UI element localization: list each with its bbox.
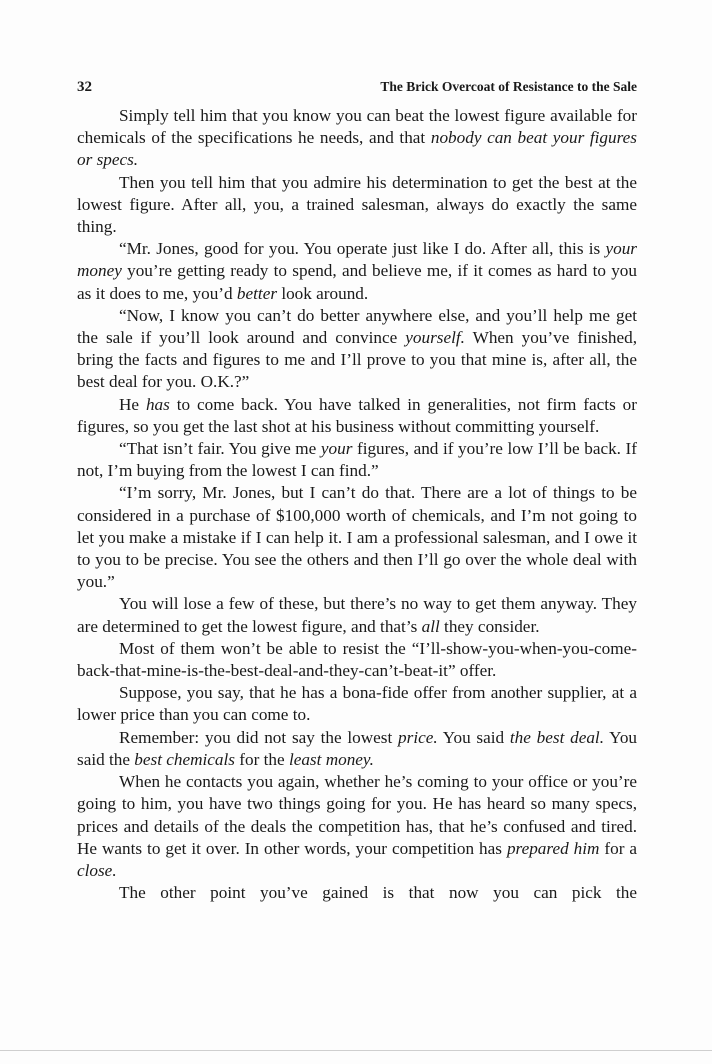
italic-text: all (421, 616, 440, 636)
italic-text: the best deal. (509, 727, 604, 747)
italic-text: better (236, 283, 278, 303)
italic-text: least money. (288, 749, 374, 769)
paragraph (77, 238, 637, 305)
paragraph (77, 682, 637, 726)
paragraph (77, 172, 637, 239)
italic-text: your (320, 439, 353, 459)
paragraph (77, 482, 637, 593)
italic-text: price. (398, 727, 438, 747)
text-run: “Now, I know you can’t do better anywhere else, and you’ll help me get the sale if you’ll look around and convince (77, 305, 637, 348)
italic-text: prepared him (506, 838, 600, 858)
italic-text: best chemicals (134, 749, 235, 769)
paragraph (77, 638, 637, 682)
italic-text: nobody can beat your figures or specs. (77, 128, 637, 170)
text-run: “That isn’t fair. You give me (119, 439, 321, 459)
paragraph (77, 882, 637, 904)
italic-text: your money (77, 239, 637, 281)
running-title: The Brick Overcoat of Resistance to the Sale (380, 79, 637, 94)
paragraph (77, 727, 637, 771)
text-run: “Mr. Jones, good for you. You operate just like I do. After all, this is (119, 239, 606, 259)
text-run: You said the (77, 727, 638, 769)
text-run: for the (235, 749, 289, 769)
text-run: You said (437, 727, 510, 747)
text-run: Remember: you did not say the lowest (119, 727, 399, 747)
paragraph (77, 105, 637, 172)
paragraph (77, 305, 637, 394)
text-run: You will lose a few of these, but there’s no way to get them anyway. They are determined to get the lowest figure, and that’s (77, 594, 637, 636)
paragraph (77, 438, 637, 482)
text-run: When you’ve finished, bring the facts and figures to me and I’ll prove to you that mine is, after all, the best deal for you. O.K.?” (77, 328, 637, 392)
text-run: for a (599, 838, 638, 858)
text-run: figures, and if you’re low I’ll be back. If not, I’m buying from the lowest I can find.” (77, 439, 637, 481)
paragraph (77, 394, 637, 438)
body-text (77, 105, 637, 904)
text-run: When he contacts you again, whether he’s coming to your office or you’re going to him, you have two things going for you. He has heard so many specs, prices and details of the deals the competition has, that he’s confused and tired. He wants to get it over. In other words, your competition has (77, 772, 637, 858)
text-run: to come back. You have talked in generalities, not firm facts or figures, so you get the last shot at his business without committing yourself. (77, 394, 637, 436)
text-run: Then you tell him that you admire his determination to get the best at the lowest figure. After all, you, a trained salesman, always do exactly the same thing. (77, 172, 637, 237)
text-run: they consider. (439, 616, 540, 636)
page-divider (0, 1050, 712, 1051)
text-run: you’re getting ready to spend, and believe me, if it comes as hard to you as it does to me, you’d (77, 261, 637, 303)
italic-text: has (145, 394, 170, 414)
text-run: Most of them won’t be able to resist the “I’ll-show-you-when-you-come-back-that-mine-is-the-best-deal-and-they-can’t-beat-it” offer. (77, 638, 637, 681)
text-run: The other point you’ve gained is that now you can pick the (119, 883, 637, 903)
paragraph (77, 771, 637, 882)
text-run: He (119, 394, 146, 414)
text-run: Simply tell him that you know you can beat the lowest figure available for chemicals of the specifications he needs, and that (77, 106, 637, 148)
text-run: Suppose, you say, that he has a bona-fide offer from another supplier, at a lower price than you can come to. (77, 683, 637, 725)
italic-text: close. (77, 860, 117, 880)
text-run: “I’m sorry, Mr. Jones, but I can’t do that. There are a lot of things to be considered in a purchase of $100,000 worth of chemicals, and I’m not going to let you make a mistake if I can help it. I am a professional salesman, and I owe it to you to be precise. You see the others and then I’ll go over the whole deal with you.” (77, 483, 637, 592)
text-run: look around. (277, 283, 369, 303)
page-number: 32 (77, 79, 92, 95)
page-header (77, 79, 637, 101)
paragraph (77, 593, 637, 637)
italic-text: yourself. (405, 328, 465, 348)
